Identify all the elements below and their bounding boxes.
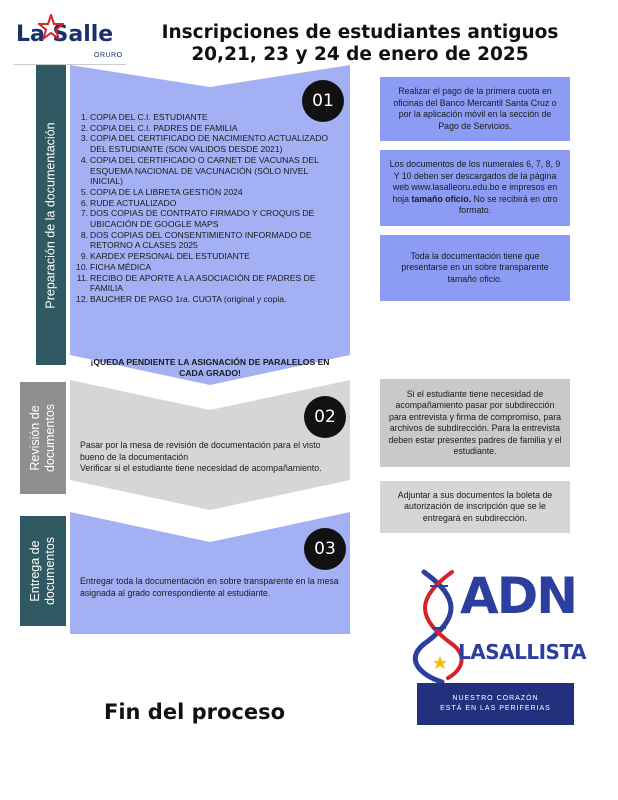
adn-big-text: ADN <box>460 567 577 625</box>
list-item: 1. COPIA DEL C.I. ESTUDIANTE <box>80 112 208 122</box>
list-item: 3. COPIA DEL CERTIFICADO DE NACIMIENTO ACTUALIZADO DEL ESTUDIANTE (SON VALIDOS DESDE 2021) <box>80 133 329 155</box>
list-item: 2. COPIA DEL C.I. PADRES DE FAMILIA <box>80 122 238 133</box>
side-label-preparacion <box>36 65 66 365</box>
emphasis-tamano-oficio: tamaño oficio. <box>411 193 472 204</box>
step-number-1: 01 <box>302 80 344 122</box>
info-box-authorization: Adjuntar a sus documentos la boleta de autorización de inscripción que se le entregará en subdirección. <box>380 481 570 533</box>
step-2-line-2: Verificar si el estudiante tiene necesidad de acompañamiento. <box>80 463 322 473</box>
side-label-line-1: Revisión de <box>28 405 43 471</box>
tagline-line-1: NUESTRO CORAZÓN <box>452 695 539 702</box>
side-label-line-2: documentos <box>43 403 58 473</box>
title-line-1: Inscripciones de estudiantes antiguos <box>161 22 559 43</box>
document-list <box>76 112 338 305</box>
list-item: 12. BAUCHER DE PAGO 1ra. CUOTA (original y copia. <box>76 293 287 304</box>
step-2-text <box>80 440 342 475</box>
info-box-accompaniment: Si el estudiante tiene necesidad de acompañamiento pasar por subdirección para entrevista y firma de compromiso, para archivos de subdirección. Para la entrevista deben estar presentes padres de familia y el estudiante. <box>380 379 570 467</box>
list-item: 11. RECIBO DE APORTE A LA ASOCIACIÓN DE PADRES DE FAMILIA <box>76 272 316 294</box>
page-title <box>130 22 590 66</box>
side-label-revision <box>20 382 66 494</box>
side-label-line-1: Entrega de <box>28 540 43 602</box>
list-item: 4. COPIA DEL CERTIFICADO O CARNET DE VACUNAS DEL ESQUEMA NACIONAL DE VACUNACIÓN (SÓLO NIVEL INICIAL) <box>80 154 319 187</box>
info-box-envelope: Toda la documentación tiene que presentarse en un sobre transparente tamaño oficio. <box>380 235 570 301</box>
pending-note: ¡QUEDA PENDIENTE LA ASIGNACIÓN DE PARALELOS EN CADA GRADO! <box>90 357 330 378</box>
step-3-text: Entregar toda la documentación en sobre transparente en la mesa asignada al grado correspondiente al estudiante. <box>80 576 339 598</box>
side-label-line-2: documentos <box>43 536 58 606</box>
list-item: 10. FICHA MÉDICA <box>76 261 152 272</box>
list-item: 6. RUDE ACTUALIZADO <box>80 197 177 208</box>
la-salle-logo <box>16 14 126 64</box>
end-of-process: Fin del proceso <box>104 700 286 724</box>
adn-tagline-band <box>417 683 574 725</box>
side-label-entrega <box>20 516 66 626</box>
adn-word-text: LASALLISTA <box>458 640 587 664</box>
list-item: 8. DOS COPIAS DEL CONSENTIMIENTO INFORMADO DE RETORNO A CLASES 2025 <box>80 229 312 251</box>
chevron-step-3 <box>70 512 350 634</box>
tagline-line-2: ESTÁ EN LAS PERIFERIAS <box>440 705 551 712</box>
logo-divider <box>14 64 126 65</box>
info-box-payment: Realizar el pago de la primera cuota en oficinas del Banco Mercantil Santa Cruz o por la aplicación móvil en la sección de Pago de Servicios. <box>380 77 570 141</box>
info-box-downloads: Los documentos de los numerales 6, 7, 8, 9 Y 10 deben ser descargados de la página web www.lasalleoru.edu.bo e impresos en hoja tamaño oficio. No se recibirá en otro formato. <box>380 150 570 226</box>
logo-sub: ORURO <box>94 52 123 59</box>
title-line-2: 20,21, 23 y 24 de enero de 2025 <box>191 44 529 65</box>
step-2-line-1: Pasar por la mesa de revisión de documentación para el visto bueno de la documentación <box>80 440 321 462</box>
step-number-2: 02 <box>304 396 346 438</box>
logo-name: La Salle <box>16 22 114 47</box>
star-icon <box>38 14 64 40</box>
list-item: 7. DOS COPIAS DE CONTRATO FIRMADO Y CROQUIS DE UBICACIÓN DE GOOGLE MAPS <box>80 208 315 230</box>
step-number-3: 03 <box>304 528 346 570</box>
list-item: 9. KARDEX PERSONAL DEL ESTUDIANTE <box>80 251 250 262</box>
side-label-text: Preparación de la documentación <box>43 121 58 309</box>
list-item: 5. COPIA DE LA LIBRETA GESTIÓN 2024 <box>80 186 243 197</box>
